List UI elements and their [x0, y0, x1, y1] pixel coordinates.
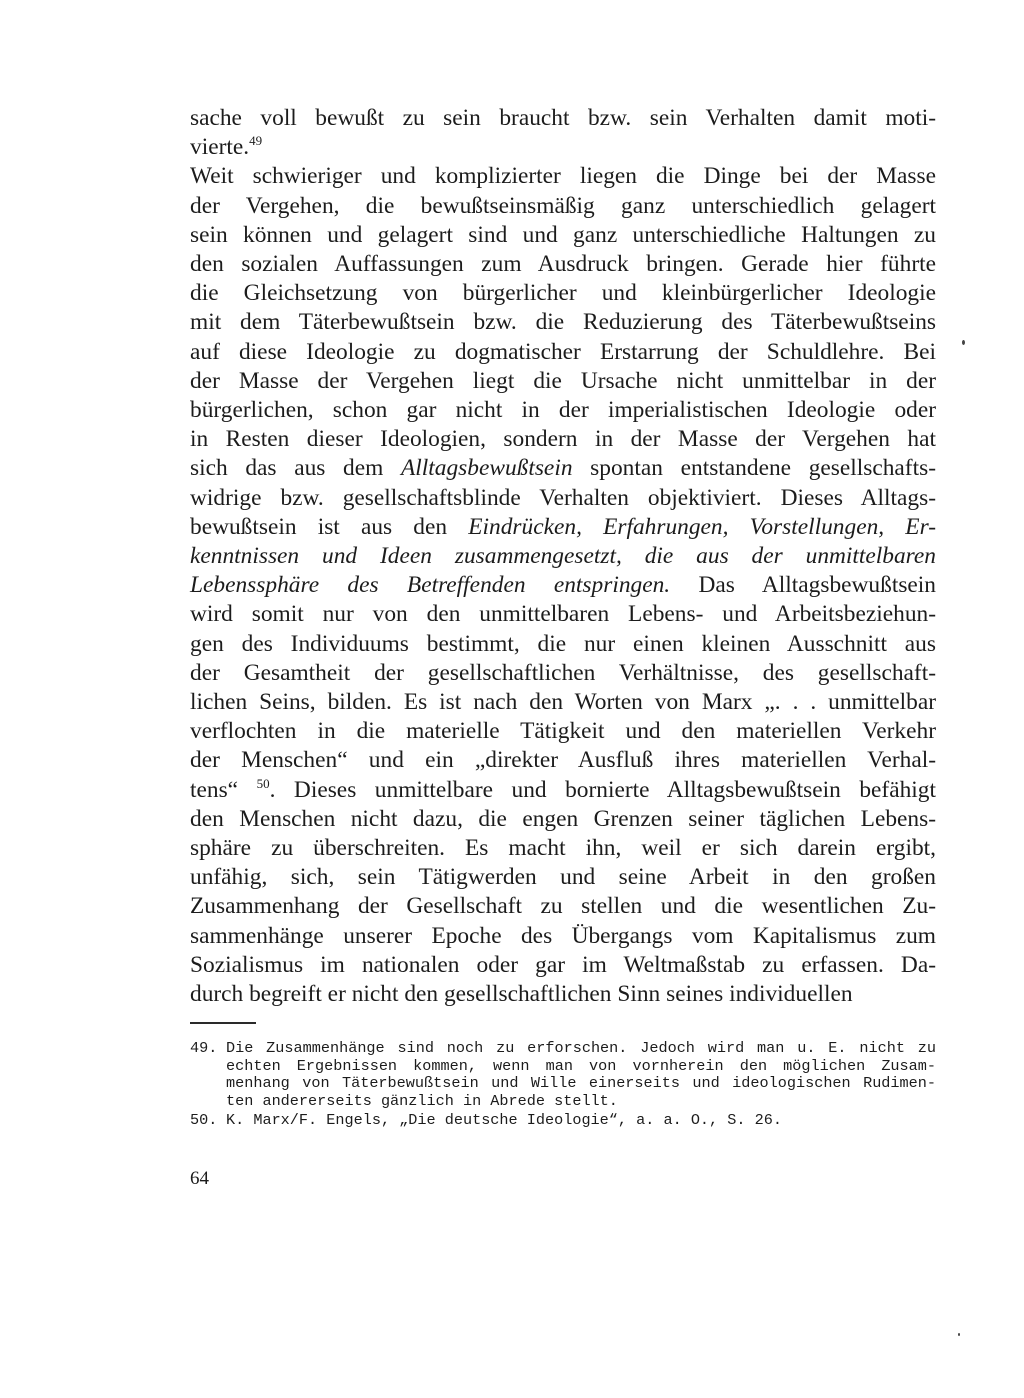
text-run: der Gesamtheit der gesellschaftlichen Verhältnisse, des gesellschaft- [190, 659, 936, 686]
text-run: bewußtsein ist aus den [190, 513, 469, 540]
body-line [190, 396, 936, 425]
body-line [190, 104, 936, 133]
body-line [190, 192, 936, 221]
body-line [190, 659, 936, 688]
text-run: sache voll bewußt zu sein braucht bzw. sein Verhalten damit moti- [190, 105, 936, 131]
text-run: unfähig, sich, sein Tätigwerden und seine Arbeit in den großen [190, 864, 936, 891]
body-line [190, 630, 936, 659]
body-line [190, 922, 936, 951]
footnote-reference[interactable]: 49 [249, 133, 263, 149]
text-run: Sozialismus im nationalen oder gar im Weltmaßstab zu erfassen. Da- [190, 951, 936, 978]
body-text [190, 104, 936, 1009]
emphasis-text: Lebenssphäre des Betreffenden entspringen. [190, 572, 671, 599]
text-run: lichen Seins, bilden. Es ist nach den Worten von Marx „. . . unmittelbar [190, 689, 936, 716]
footnotes [190, 1040, 936, 1132]
text-run: der Vergehen, die bewußtseinsmäßig ganz unterschiedlich gelagert [190, 192, 936, 219]
text-run: gen des Individuums bestimmt, die nur einen kleinen Ausschnitt aus [190, 630, 936, 657]
footnote [190, 1112, 936, 1130]
text-run: spontan entstandene gesellschafts- [572, 455, 936, 482]
body-line [190, 980, 936, 1009]
text-run: die Gleichsetzung von bürgerlicher und kleinbürgerlicher Ideologie [190, 280, 936, 307]
page-number: 64 [190, 1168, 209, 1189]
text-run: tens“ [190, 776, 257, 803]
body-line [190, 425, 936, 454]
body-line [190, 279, 936, 308]
body-line [190, 863, 936, 892]
text-run: Zusammenhang der Gesellschaft zu stellen und die wesentlichen Zu- [190, 893, 936, 920]
text-run: . Dieses unmittelbare und bornierte Alltagsbewußtsein befähigt [269, 776, 936, 803]
text-run: der Masse der Vergehen liegt die Ursache nicht unmittelbar in der [190, 367, 936, 394]
text-run: mit dem Täterbewußtsein bzw. die Reduzierung des Täterbewußtseins [190, 309, 936, 336]
text-run: verflochten in die materielle Tätigkeit und den materiellen Verkehr [190, 718, 936, 745]
footnote-line: K. Marx/F. Engels, „Die deutsche Ideologie“, a. a. O., S. 26. [226, 1111, 782, 1130]
body-line [190, 951, 936, 980]
body-line [190, 600, 936, 629]
body-line [190, 717, 936, 746]
body-line [190, 221, 936, 250]
body-line [190, 688, 936, 717]
text-run: Weit schwieriger und komplizierter liegen die Dinge bei der Masse [190, 163, 936, 190]
footnote-number: 50. [190, 1111, 218, 1130]
body-line [190, 776, 936, 805]
body-line [190, 367, 936, 396]
text-run: auf diese Ideologie zu dogmatischer Erstarrung der Schuldlehre. Bei [190, 338, 936, 365]
text-run: sammenhänge unserer Epoche des Übergangs vom Kapitalismus zum [190, 922, 936, 949]
body-line [190, 571, 936, 600]
footnote-line: Die Zusammenhänge sind noch zu erforschen. Jedoch wird man u. E. nicht zu [226, 1039, 936, 1057]
footnote-line: echten Ergebnissen kommen, wenn man von vornherein den möglichen Zusam- [226, 1056, 936, 1075]
body-line [190, 133, 936, 162]
text-run: wird somit nur von den unmittelbaren Lebens- und Arbeitsbeziehun- [190, 601, 936, 628]
body-line [190, 513, 936, 542]
emphasis-text: Alltagsbewußtsein [400, 455, 573, 482]
text-run: bürgerlichen, schon gar nicht in der imperialistischen Ideologie oder [190, 397, 936, 424]
body-line [190, 892, 936, 921]
footnote-number: 49. [190, 1039, 218, 1057]
text-run: den sozialen Auffassungen zum Ausdruck bringen. Gerade hier führte [190, 251, 936, 278]
body-line [190, 542, 936, 571]
scan-speck [958, 1333, 960, 1336]
text-run: den Menschen nicht dazu, die engen Grenzen seiner täglichen Lebens- [190, 805, 936, 832]
body-line [190, 805, 936, 834]
text-run: vierte. [190, 134, 250, 161]
text-run: der Menschen“ und ein „direkter Ausfluß ihres materiellen Verhal- [190, 747, 936, 774]
text-run: sphäre zu überschreiten. Es macht ihn, weil er sich darein ergibt, [190, 835, 936, 862]
body-line [190, 338, 936, 367]
text-run: sein können und gelagert sind und ganz unterschiedliche Haltungen zu [190, 221, 936, 248]
footnote-line: menhang von Täterbewußtsein und Wille einerseits und ideologischen Rudimen- [226, 1074, 936, 1093]
footnote-separator [190, 1022, 256, 1024]
text-run: sich das aus dem [190, 455, 401, 482]
footnote-line: ten andererseits gänzlich in Abrede stellt. [226, 1091, 618, 1110]
body-line [190, 746, 936, 775]
text-run: in Resten dieser Ideologien, sondern in der Masse der Vergehen hat [190, 426, 936, 453]
text-run: Das Alltagsbewußtsein [670, 572, 936, 599]
body-line [190, 834, 936, 863]
body-line [190, 484, 936, 513]
body-line [190, 454, 936, 483]
emphasis-text: Eindrücken, Erfahrungen, Vorstellungen, Er- [468, 513, 936, 540]
footnote-reference[interactable]: 50 [256, 775, 270, 791]
body-line [190, 308, 936, 337]
scan-speck [962, 340, 965, 345]
emphasis-text: kenntnissen und Ideen zusammengesetzt, die aus der unmittelbaren [190, 543, 936, 570]
text-run: durch begreift er nicht den gesellschaftlichen Sinn seines individuellen [190, 981, 853, 1008]
body-line [190, 250, 936, 279]
body-line [190, 162, 936, 191]
text-run: widrige bzw. gesellschaftsblinde Verhalten objektiviert. Dieses Alltags- [190, 484, 936, 511]
footnote [190, 1040, 936, 1110]
